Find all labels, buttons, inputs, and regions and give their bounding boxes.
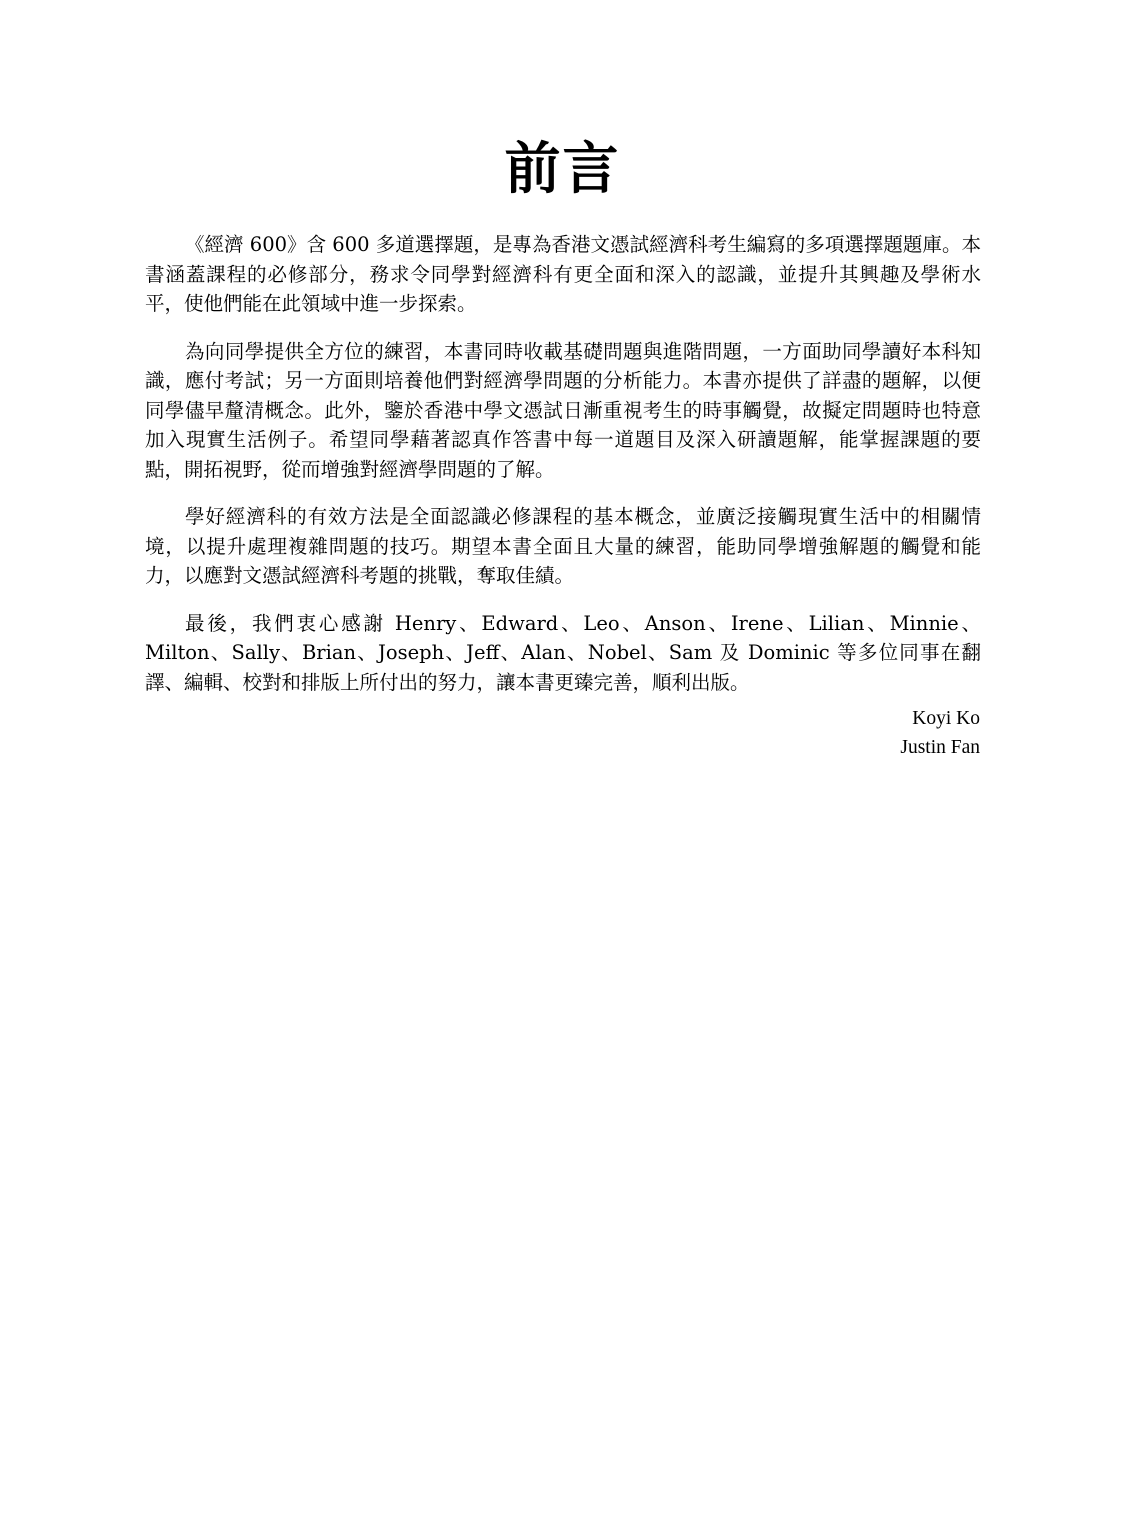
signature-author-1: Koyi Ko <box>912 708 980 729</box>
signature-block <box>900 704 980 762</box>
paragraph-4: 最後，我們衷心感謝 Henry、Edward、Leo、Anson、Irene、Lilian、Minnie、Milton、Sally、Brian、Joseph、Jeff、Alan、Nobel、Sam 及 Dominic 等多位同事在翻譯、編輯、校對和排版上所付出的努力，讓本書更臻完善，順利出版。 <box>145 611 981 694</box>
paragraph-1: 《經濟 600》含 600 多道選擇題，是專為香港文憑試經濟科考生編寫的多項選擇題題庫。本書涵蓋課程的必修部分，務求令同學對經濟科有更全面和深入的認識，並提升其興趣及學術水平，使他們能在此領域中進一步探索。 <box>145 233 981 315</box>
preface-body <box>145 230 981 715</box>
paragraph-2: 為向同學提供全方位的練習，本書同時收載基礎問題與進階問題，一方面助同學讀好本科知識，應付考試；另一方面則培養他們對經濟學問題的分析能力。本書亦提供了詳盡的題解，以便同學儘早釐清概念。此外，鑒於香港中學文憑試日漸重視考生的時事觸覺，故擬定問題時也特意加入現實生活例子。希望同學藉著認真作答書中每一道題目及深入研讀題解，能掌握課題的要點，開拓視野，從而增強對經濟學問題的了解。 <box>145 339 981 481</box>
paragraph-3: 學好經濟科的有效方法是全面認識必修課程的基本概念，並廣泛接觸現實生活中的相關情境，以提升處理複雜問題的技巧。期望本書全面且大量的練習，能助同學增強解題的觸覺和能力，以應對文憑試經濟科考題的挑戰，奪取佳績。 <box>145 505 981 587</box>
signature-author-2: Justin Fan <box>900 737 980 758</box>
page-title: 前言 <box>504 137 621 202</box>
